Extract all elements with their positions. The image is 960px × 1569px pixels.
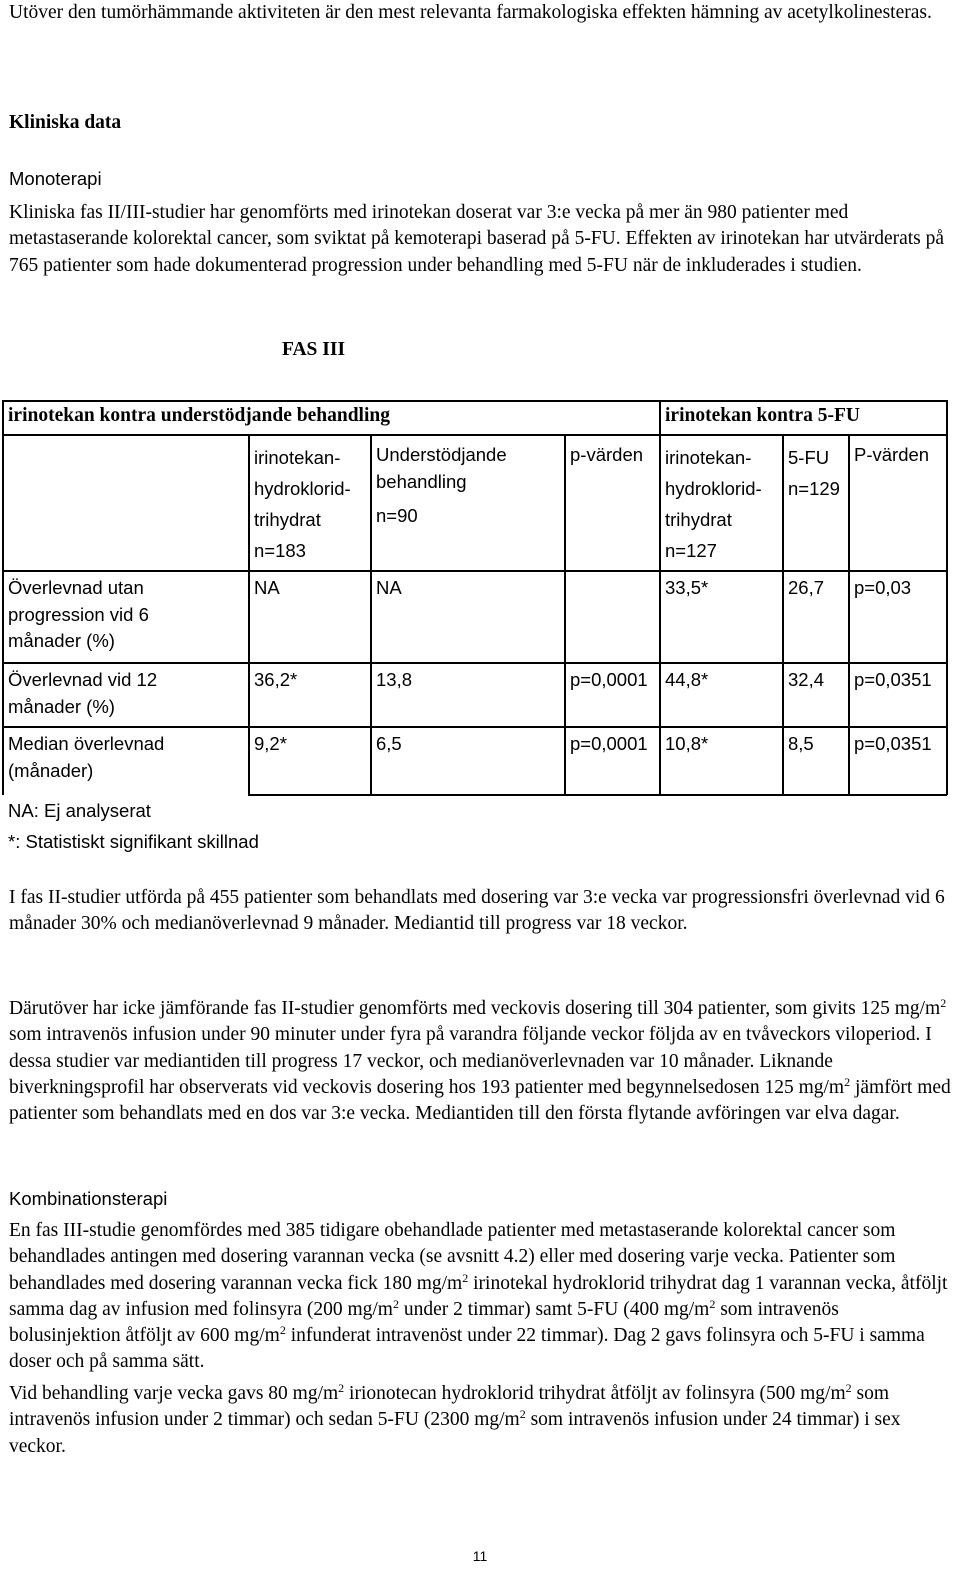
combo-paragraph-2: Vid behandling varje vecka gavs 80 $mg/m^2$ irionotecan hydroklorid trihydrat åtföljt av folinsyra (500 $mg/m^2$ som intravenös infusion under 2 timmar) och sedan 5-FU (2300 $mg/m^2$ som intravenös infusion under 24 timmar) i sex veckor. xyxy=(9,1381,901,1457)
table-col-divider-5 xyxy=(782,434,784,795)
table-border-right xyxy=(946,400,948,795)
table-cell: NA xyxy=(254,577,280,598)
row-label-os-12m: Överlevnad vid 12 månader (%) xyxy=(8,669,158,717)
table-cell: 6,5 xyxy=(376,733,402,754)
table-cell: 26,7 xyxy=(788,577,825,598)
row-label-pfs-6m: Överlevnad utan progression vid 6 månader (%) xyxy=(8,577,149,651)
monoterapi-paragraph: Kliniska fas II/III-studier har genomförts med irinotekan doserat var 3:e vecka på mer än 980 patienter med metastaserande kolorektal cancer, som sviktat på kemoterapi baserad på 5-FU. Effekten av irinotekan har utvärderats på 765 patienter som hade dokumenterad progression under behandling med 5-FU när de inkluderades i studien. xyxy=(9,202,945,276)
weekly-dosing-paragraph: Därutöver har icke jämförande fas II-studier genomförts med veckovis dosering till 304 patienter, som givits 125 $mg/m^2$ som intravenös infusion under 90 minuter under fyra på varandra följande veckor följda av en tvåveckors viloperiod. I dessa studier var mediantiden till progress 17 veckor, och medianöverlevnaden var 10 månader. Liknande biverkningsprofil har observerats vid veckovis dosering hos 193 patienter med begynnelsedosen 125 $mg/m^2$ jämfört med patienter som behandlats med en dos var 3:e vecka. Mediantiden till den första flytande avföringen var elva dagar. xyxy=(9,996,951,1125)
table-cell: p=0,0351 xyxy=(854,733,932,754)
row-label-median-os: Median överlevnad (månader) xyxy=(8,733,165,781)
section-heading-kliniska-data: Kliniska data xyxy=(9,112,122,133)
table-col-divider-1 xyxy=(248,434,250,795)
table-cell: 44,8* xyxy=(665,669,709,690)
table-col-divider-3 xyxy=(564,434,566,795)
table-title: FAS III xyxy=(282,339,346,360)
table-col-divider-4 xyxy=(659,400,661,795)
table-cell: p=0,03 xyxy=(854,577,912,598)
footnote-na: NA: Ej analyserat xyxy=(8,800,151,821)
col-header-irinotekan-a: irinotekan- hydroklorid- trihydrat n=183 xyxy=(254,447,351,561)
col-header-irinotekan-b: irinotekan- hydroklorid- trihydrat n=127 xyxy=(665,447,762,561)
footnote-significant: *: Statistiskt signifikant skillnad xyxy=(8,831,259,852)
table-border-bottom xyxy=(248,794,947,796)
table-cell: 13,8 xyxy=(376,669,413,690)
table-cell: 8,5 xyxy=(788,733,814,754)
group-header-left: irinotekan kontra understödjande behandling xyxy=(8,405,390,426)
intro-paragraph: Utöver den tumörhämmande aktiviteten är den mest relevanta farmakologiska effekten hämning av acetylkolinesteras. xyxy=(9,2,932,23)
col-header-5fu: 5-FU n=129 xyxy=(788,447,840,499)
table-cell: p=0,0001 xyxy=(570,669,648,690)
subheading-monoterapi: Monoterapi xyxy=(9,168,102,189)
table-footnotes xyxy=(8,795,259,857)
table-border-row2 xyxy=(2,662,947,664)
table-border-top xyxy=(2,400,947,402)
table-cell: NA xyxy=(376,577,402,598)
col-header-understodjande: Understödjande behandling n=90 xyxy=(376,444,507,526)
table-cell: 36,2* xyxy=(254,669,298,690)
table-border-header xyxy=(2,434,947,436)
combo-paragraph-1: En fas III-studie genomfördes med 385 tidigare obehandlade patienter med metastaserande kolorektal cancer som behandlades antingen med dosering varannan vecka (se avsnitt 4.2) eller med dosering varje vecka. Patienter som behandlades med dosering varannan vecka fick 180 $mg/m^2$ irinotekal hydroklorid trihydrat dag 1 varannan vecka, åtföljt samma dag av infusion med folinsyra (200 $mg/m^2$ under 2 timmar) samt 5-FU (400 $mg/m^2$ som intravenös bolusinjektion åtföljt av 600 $mg/m^2$ infunderat intravenöst under 22 timmar). Dag 2 gavs folinsyra och 5-FU i samma doser och på samma sätt. xyxy=(9,1220,948,1373)
table-cell: p=0,0351 xyxy=(854,669,932,690)
table-col-divider-2 xyxy=(370,434,372,795)
table-cell: 10,8* xyxy=(665,733,709,754)
group-header-right: irinotekan kontra 5-FU xyxy=(665,405,860,426)
table-border-row1 xyxy=(2,570,947,572)
page-number: 11 xyxy=(472,1548,488,1564)
table-border-row3 xyxy=(2,726,947,728)
table-col-divider-6 xyxy=(848,434,850,795)
table-border-left xyxy=(2,400,4,795)
subheading-kombinationsterapi: Kombinationsterapi xyxy=(9,1188,168,1209)
table-cell: 9,2* xyxy=(254,733,287,754)
col-header-p-varden-a: p-värden xyxy=(570,444,644,465)
table-cell: p=0,0001 xyxy=(570,733,648,754)
col-header-p-varden-b: P-värden xyxy=(854,444,930,465)
fas2-paragraph: I fas II-studier utförda på 455 patienter som behandlats med dosering var 3:e vecka var progressionsfri överlevnad vid 6 månader 30% och medianöverlevnad 9 månader. Mediantid till progress var 18 veckor. xyxy=(9,887,945,935)
table-cell: 33,5* xyxy=(665,577,709,598)
table-cell: 32,4 xyxy=(788,669,825,690)
